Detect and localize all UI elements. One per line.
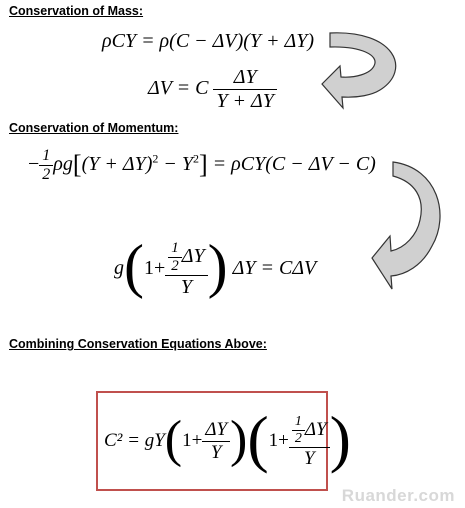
- watermark: Ruander.com: [341, 486, 455, 505]
- heading-combining-equations: Combining Conservation Equations Above:: [9, 337, 267, 351]
- mass-equation-2-denominator: Y + ΔY: [216, 90, 274, 112]
- momentum-eq1-lhs: − $\frac{1}{2}$ $\rho g[(Y + \Delta Y)^2 - Y^2]$: [28, 147, 208, 183]
- momentum-eq1-rhs: = ρCY(C − ΔV − C): [212, 153, 376, 176]
- combined-eq-lhs: C² = gY: [104, 430, 165, 451]
- curved-arrow-icon-mass: [322, 33, 396, 108]
- combined-equation: C² = gY(1+ $\frac{\Delta Y}{Y}$ )(1+ $\frac{1}{2}$ ΔY Y ): [104, 403, 351, 474]
- momentum-eq2-rhs: ΔY = CΔV: [232, 257, 317, 279]
- momentum-equation-2: g(1+ $\frac{1}{2}$ ΔY Y ) ΔY = CΔV: [114, 233, 317, 299]
- mass-equation-2-lhs: ΔV = C: [148, 77, 209, 100]
- mass-equation-2-numerator: ΔY: [213, 66, 276, 90]
- curved-arrow-icon-momentum: [372, 162, 440, 289]
- heading-conservation-of-mass: Conservation of Mass:: [9, 4, 144, 18]
- heading-conservation-of-momentum: Conservation of Momentum:: [9, 121, 179, 135]
- mass-equation-1: ρCY = ρ(C − ΔV)(Y + ΔY): [102, 30, 315, 52]
- momentum-eq2-g: g: [114, 257, 124, 279]
